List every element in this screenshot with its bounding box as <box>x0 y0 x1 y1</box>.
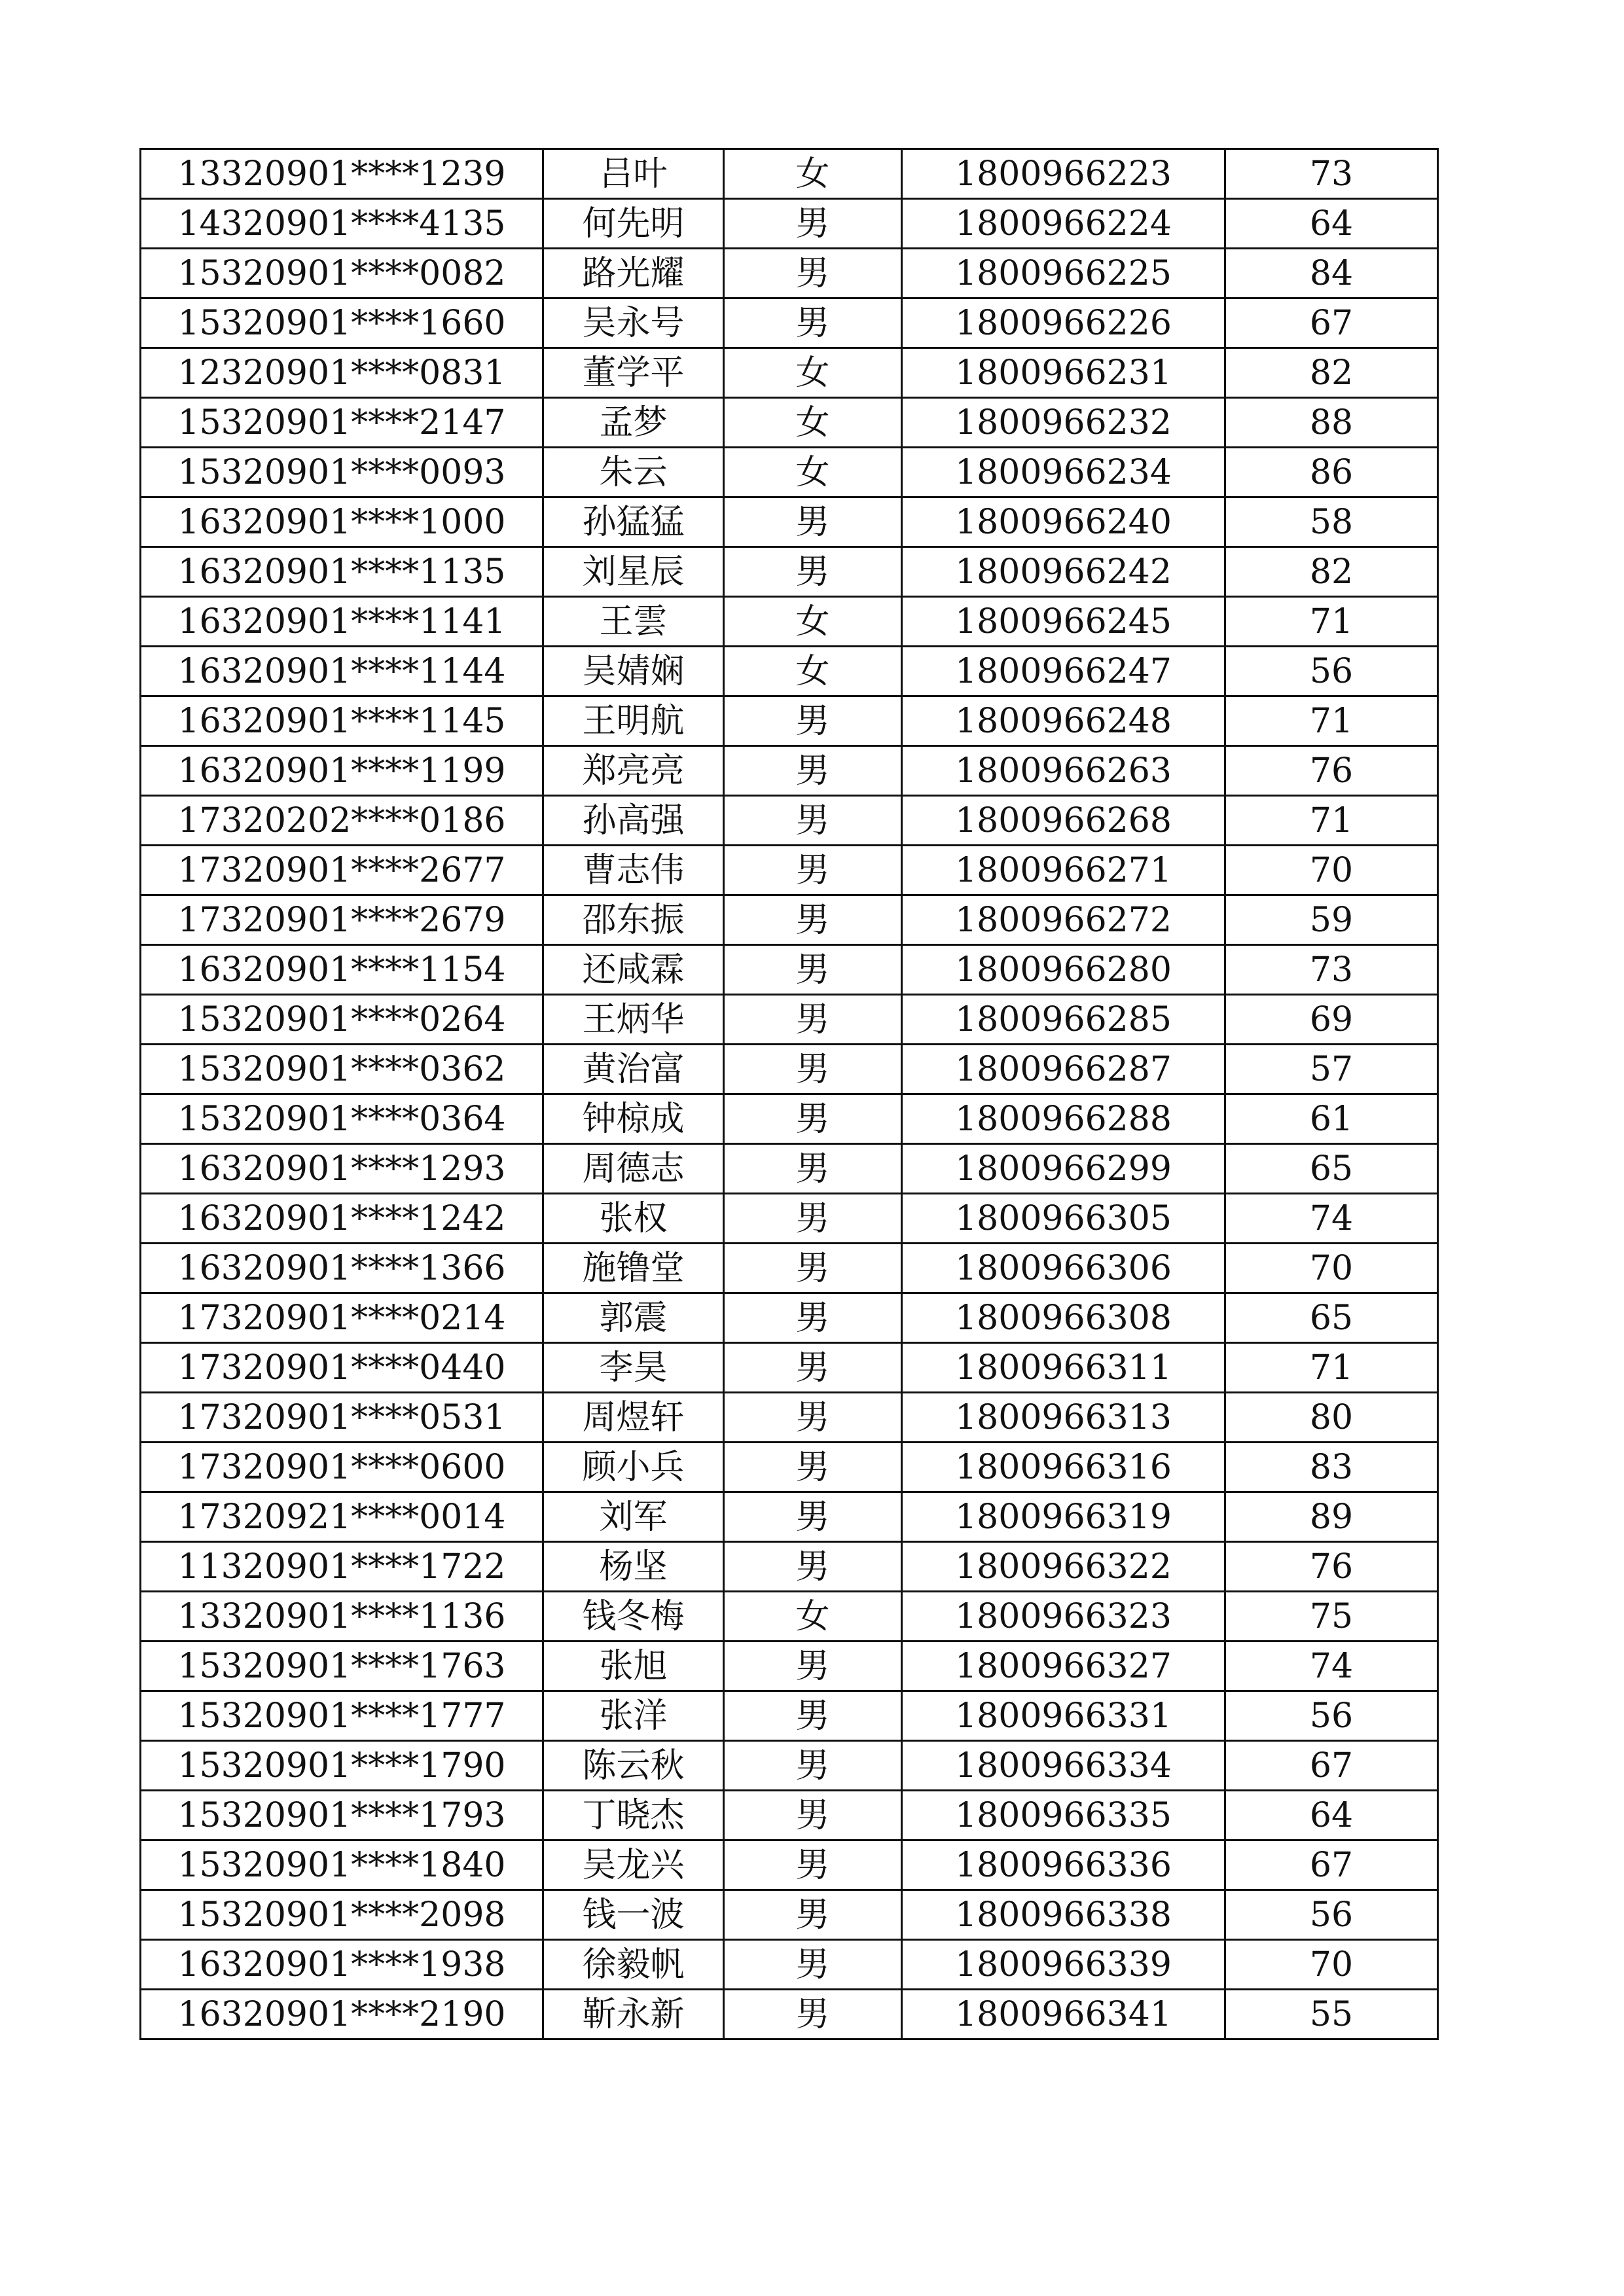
table-row <box>141 995 1438 1045</box>
name-cell: 杨坚 <box>543 1542 724 1592</box>
score-cell: 71 <box>1225 597 1438 647</box>
exam-number-cell: 1800966271 <box>902 846 1225 895</box>
gender-cell: 男 <box>724 1890 902 1940</box>
exam-number-cell: 1800966305 <box>902 1194 1225 1244</box>
id-number-cell: 16320901****1145 <box>141 696 543 746</box>
exam-number-cell: 1800966331 <box>902 1691 1225 1741</box>
gender-cell: 女 <box>724 1592 902 1641</box>
table-row <box>141 1791 1438 1840</box>
table-row <box>141 1542 1438 1592</box>
name-cell: 孟梦 <box>543 398 724 448</box>
gender-cell: 女 <box>724 647 902 696</box>
table-row <box>141 895 1438 945</box>
name-cell: 朱云 <box>543 448 724 497</box>
id-number-cell: 15320901****0364 <box>141 1094 543 1144</box>
exam-number-cell: 1800966311 <box>902 1343 1225 1393</box>
table-row <box>141 1443 1438 1492</box>
id-number-cell: 17320901****2677 <box>141 846 543 895</box>
name-cell: 王炳华 <box>543 995 724 1045</box>
score-cell: 65 <box>1225 1293 1438 1343</box>
score-cell: 88 <box>1225 398 1438 448</box>
gender-cell: 男 <box>724 1393 902 1443</box>
gender-cell: 女 <box>724 448 902 497</box>
name-cell: 吕叶 <box>543 149 724 199</box>
id-number-cell: 12320901****0831 <box>141 348 543 398</box>
table-row <box>141 398 1438 448</box>
gender-cell: 男 <box>724 1691 902 1741</box>
name-cell: 张旭 <box>543 1641 724 1691</box>
table-row <box>141 1045 1438 1094</box>
id-number-cell: 16320901****1135 <box>141 547 543 597</box>
gender-cell: 男 <box>724 945 902 995</box>
gender-cell: 男 <box>724 199 902 249</box>
table-row <box>141 348 1438 398</box>
table-row <box>141 149 1438 199</box>
id-number-cell: 16320901****1141 <box>141 597 543 647</box>
score-cell: 56 <box>1225 1691 1438 1741</box>
id-number-cell: 16320901****2190 <box>141 1990 543 2039</box>
gender-cell: 男 <box>724 746 902 796</box>
gender-cell: 男 <box>724 895 902 945</box>
table-row <box>141 746 1438 796</box>
score-cell: 64 <box>1225 1791 1438 1840</box>
exam-number-cell: 1800966234 <box>902 448 1225 497</box>
score-cell: 75 <box>1225 1592 1438 1641</box>
table-row <box>141 1343 1438 1393</box>
table-row <box>141 945 1438 995</box>
score-cell: 61 <box>1225 1094 1438 1144</box>
gender-cell: 男 <box>724 1641 902 1691</box>
id-number-cell: 15320901****1793 <box>141 1791 543 1840</box>
table-row <box>141 1144 1438 1194</box>
id-number-cell: 16320901****1242 <box>141 1194 543 1244</box>
score-cell: 80 <box>1225 1393 1438 1443</box>
name-cell: 李昊 <box>543 1343 724 1393</box>
exam-number-cell: 1800966316 <box>902 1443 1225 1492</box>
table-row <box>141 1393 1438 1443</box>
exam-number-cell: 1800966319 <box>902 1492 1225 1542</box>
gender-cell: 男 <box>724 249 902 298</box>
id-number-cell: 17320901****0600 <box>141 1443 543 1492</box>
id-number-cell: 15320901****1790 <box>141 1741 543 1791</box>
name-cell: 丁晓杰 <box>543 1791 724 1840</box>
exam-number-cell: 1800966339 <box>902 1940 1225 1990</box>
table-row <box>141 1194 1438 1244</box>
gender-cell: 男 <box>724 1094 902 1144</box>
score-cell: 65 <box>1225 1144 1438 1194</box>
name-cell: 董学平 <box>543 348 724 398</box>
table-row <box>141 846 1438 895</box>
table-row <box>141 1244 1438 1293</box>
exam-number-cell: 1800966334 <box>902 1741 1225 1791</box>
id-number-cell: 17320901****0440 <box>141 1343 543 1393</box>
table-row <box>141 1691 1438 1741</box>
name-cell: 靳永新 <box>543 1990 724 2039</box>
score-table-body <box>141 149 1438 2039</box>
name-cell: 郭震 <box>543 1293 724 1343</box>
exam-number-cell: 1800966313 <box>902 1393 1225 1443</box>
table-row <box>141 199 1438 249</box>
id-number-cell: 13320901****1239 <box>141 149 543 199</box>
id-number-cell: 17320901****0214 <box>141 1293 543 1343</box>
score-cell: 56 <box>1225 647 1438 696</box>
id-number-cell: 14320901****4135 <box>141 199 543 249</box>
id-number-cell: 17320901****0531 <box>141 1393 543 1443</box>
exam-number-cell: 1800966263 <box>902 746 1225 796</box>
name-cell: 顾小兵 <box>543 1443 724 1492</box>
gender-cell: 男 <box>724 995 902 1045</box>
name-cell: 还咸霖 <box>543 945 724 995</box>
id-number-cell: 15320901****0264 <box>141 995 543 1045</box>
gender-cell: 男 <box>724 1144 902 1194</box>
name-cell: 孙高强 <box>543 796 724 846</box>
exam-number-cell: 1800966288 <box>902 1094 1225 1144</box>
gender-cell: 男 <box>724 1343 902 1393</box>
gender-cell: 男 <box>724 1990 902 2039</box>
exam-number-cell: 1800966226 <box>902 298 1225 348</box>
score-cell: 84 <box>1225 249 1438 298</box>
id-number-cell: 15320901****0362 <box>141 1045 543 1094</box>
gender-cell: 女 <box>724 597 902 647</box>
table-row <box>141 597 1438 647</box>
exam-number-cell: 1800966268 <box>902 796 1225 846</box>
table-row <box>141 1990 1438 2039</box>
score-cell: 64 <box>1225 199 1438 249</box>
exam-number-cell: 1800966336 <box>902 1840 1225 1890</box>
id-number-cell: 15320901****0082 <box>141 249 543 298</box>
name-cell: 徐毅帆 <box>543 1940 724 1990</box>
name-cell: 吴龙兴 <box>543 1840 724 1890</box>
exam-number-cell: 1800966338 <box>902 1890 1225 1940</box>
table-row <box>141 647 1438 696</box>
gender-cell: 男 <box>724 298 902 348</box>
score-cell: 74 <box>1225 1641 1438 1691</box>
exam-number-cell: 1800966242 <box>902 547 1225 597</box>
name-cell: 钟椋成 <box>543 1094 724 1144</box>
exam-number-cell: 1800966224 <box>902 199 1225 249</box>
table-row <box>141 1094 1438 1144</box>
name-cell: 邵东振 <box>543 895 724 945</box>
score-cell: 70 <box>1225 1244 1438 1293</box>
gender-cell: 男 <box>724 1940 902 1990</box>
exam-number-cell: 1800966308 <box>902 1293 1225 1343</box>
exam-number-cell: 1800966341 <box>902 1990 1225 2039</box>
gender-cell: 女 <box>724 398 902 448</box>
id-number-cell: 16320901****1000 <box>141 497 543 547</box>
score-cell: 70 <box>1225 1940 1438 1990</box>
score-cell: 74 <box>1225 1194 1438 1244</box>
id-number-cell: 17320202****0186 <box>141 796 543 846</box>
table-row <box>141 1940 1438 1990</box>
exam-number-cell: 1800966280 <box>902 945 1225 995</box>
name-cell: 王雲 <box>543 597 724 647</box>
exam-number-cell: 1800966231 <box>902 348 1225 398</box>
exam-number-cell: 1800966245 <box>902 597 1225 647</box>
exam-number-cell: 1800966299 <box>902 1144 1225 1194</box>
name-cell: 郑亮亮 <box>543 746 724 796</box>
id-number-cell: 15320901****2147 <box>141 398 543 448</box>
exam-number-cell: 1800966306 <box>902 1244 1225 1293</box>
table-row <box>141 696 1438 746</box>
table-row <box>141 1890 1438 1940</box>
score-cell: 82 <box>1225 547 1438 597</box>
exam-number-cell: 1800966248 <box>902 696 1225 746</box>
score-cell: 57 <box>1225 1045 1438 1094</box>
name-cell: 曹志伟 <box>543 846 724 895</box>
gender-cell: 男 <box>724 846 902 895</box>
score-cell: 86 <box>1225 448 1438 497</box>
gender-cell: 男 <box>724 1045 902 1094</box>
gender-cell: 男 <box>724 1492 902 1542</box>
id-number-cell: 16320901****1293 <box>141 1144 543 1194</box>
gender-cell: 男 <box>724 1194 902 1244</box>
table-row <box>141 1293 1438 1343</box>
name-cell: 吴婧娴 <box>543 647 724 696</box>
name-cell: 孙猛猛 <box>543 497 724 547</box>
id-number-cell: 15320901****0093 <box>141 448 543 497</box>
gender-cell: 男 <box>724 796 902 846</box>
name-cell: 钱一波 <box>543 1890 724 1940</box>
gender-cell: 男 <box>724 1791 902 1840</box>
name-cell: 钱冬梅 <box>543 1592 724 1641</box>
table-row <box>141 298 1438 348</box>
exam-number-cell: 1800966225 <box>902 249 1225 298</box>
id-number-cell: 11320901****1722 <box>141 1542 543 1592</box>
id-number-cell: 16320901****1154 <box>141 945 543 995</box>
exam-number-cell: 1800966335 <box>902 1791 1225 1840</box>
exam-number-cell: 1800966247 <box>902 647 1225 696</box>
name-cell: 周德志 <box>543 1144 724 1194</box>
score-cell: 71 <box>1225 696 1438 746</box>
exam-number-cell: 1800966322 <box>902 1542 1225 1592</box>
id-number-cell: 16320901****1938 <box>141 1940 543 1990</box>
score-cell: 71 <box>1225 1343 1438 1393</box>
name-cell: 何先明 <box>543 199 724 249</box>
name-cell: 刘军 <box>543 1492 724 1542</box>
exam-number-cell: 1800966285 <box>902 995 1225 1045</box>
table-row <box>141 1492 1438 1542</box>
table-row <box>141 249 1438 298</box>
exam-number-cell: 1800966323 <box>902 1592 1225 1641</box>
gender-cell: 女 <box>724 348 902 398</box>
id-number-cell: 16320901****1366 <box>141 1244 543 1293</box>
name-cell: 张洋 <box>543 1691 724 1741</box>
gender-cell: 男 <box>724 1542 902 1592</box>
name-cell: 路光耀 <box>543 249 724 298</box>
score-table <box>139 148 1439 2040</box>
id-number-cell: 15320901****1777 <box>141 1691 543 1741</box>
name-cell: 王明航 <box>543 696 724 746</box>
id-number-cell: 16320901****1199 <box>141 746 543 796</box>
id-number-cell: 13320901****1136 <box>141 1592 543 1641</box>
id-number-cell: 15320901****1763 <box>141 1641 543 1691</box>
score-cell: 55 <box>1225 1990 1438 2039</box>
exam-number-cell: 1800966240 <box>902 497 1225 547</box>
table-row <box>141 1741 1438 1791</box>
exam-number-cell: 1800966327 <box>902 1641 1225 1691</box>
table-row <box>141 448 1438 497</box>
gender-cell: 男 <box>724 1840 902 1890</box>
score-cell: 67 <box>1225 1840 1438 1890</box>
table-row <box>141 1840 1438 1890</box>
table-row <box>141 497 1438 547</box>
score-cell: 73 <box>1225 149 1438 199</box>
gender-cell: 男 <box>724 1244 902 1293</box>
id-number-cell: 15320901****1660 <box>141 298 543 348</box>
table-row <box>141 1641 1438 1691</box>
score-cell: 76 <box>1225 746 1438 796</box>
score-cell: 89 <box>1225 1492 1438 1542</box>
score-cell: 71 <box>1225 796 1438 846</box>
score-cell: 70 <box>1225 846 1438 895</box>
score-cell: 83 <box>1225 1443 1438 1492</box>
score-cell: 58 <box>1225 497 1438 547</box>
id-number-cell: 16320901****1144 <box>141 647 543 696</box>
name-cell: 张权 <box>543 1194 724 1244</box>
exam-number-cell: 1800966223 <box>902 149 1225 199</box>
gender-cell: 男 <box>724 696 902 746</box>
score-cell: 76 <box>1225 1542 1438 1592</box>
gender-cell: 男 <box>724 1741 902 1791</box>
name-cell: 刘星辰 <box>543 547 724 597</box>
id-number-cell: 17320901****2679 <box>141 895 543 945</box>
name-cell: 施镥堂 <box>543 1244 724 1293</box>
score-cell: 82 <box>1225 348 1438 398</box>
score-cell: 59 <box>1225 895 1438 945</box>
gender-cell: 男 <box>724 547 902 597</box>
score-cell: 56 <box>1225 1890 1438 1940</box>
id-number-cell: 17320921****0014 <box>141 1492 543 1542</box>
name-cell: 陈云秋 <box>543 1741 724 1791</box>
exam-number-cell: 1800966272 <box>902 895 1225 945</box>
gender-cell: 男 <box>724 497 902 547</box>
score-cell: 73 <box>1225 945 1438 995</box>
name-cell: 黄治富 <box>543 1045 724 1094</box>
name-cell: 吴永号 <box>543 298 724 348</box>
name-cell: 周煜轩 <box>543 1393 724 1443</box>
table-row <box>141 1592 1438 1641</box>
gender-cell: 女 <box>724 149 902 199</box>
exam-number-cell: 1800966287 <box>902 1045 1225 1094</box>
score-cell: 67 <box>1225 1741 1438 1791</box>
gender-cell: 男 <box>724 1443 902 1492</box>
id-number-cell: 15320901****2098 <box>141 1890 543 1940</box>
gender-cell: 男 <box>724 1293 902 1343</box>
table-row <box>141 796 1438 846</box>
table-row <box>141 547 1438 597</box>
id-number-cell: 15320901****1840 <box>141 1840 543 1890</box>
score-cell: 67 <box>1225 298 1438 348</box>
exam-number-cell: 1800966232 <box>902 398 1225 448</box>
score-cell: 69 <box>1225 995 1438 1045</box>
